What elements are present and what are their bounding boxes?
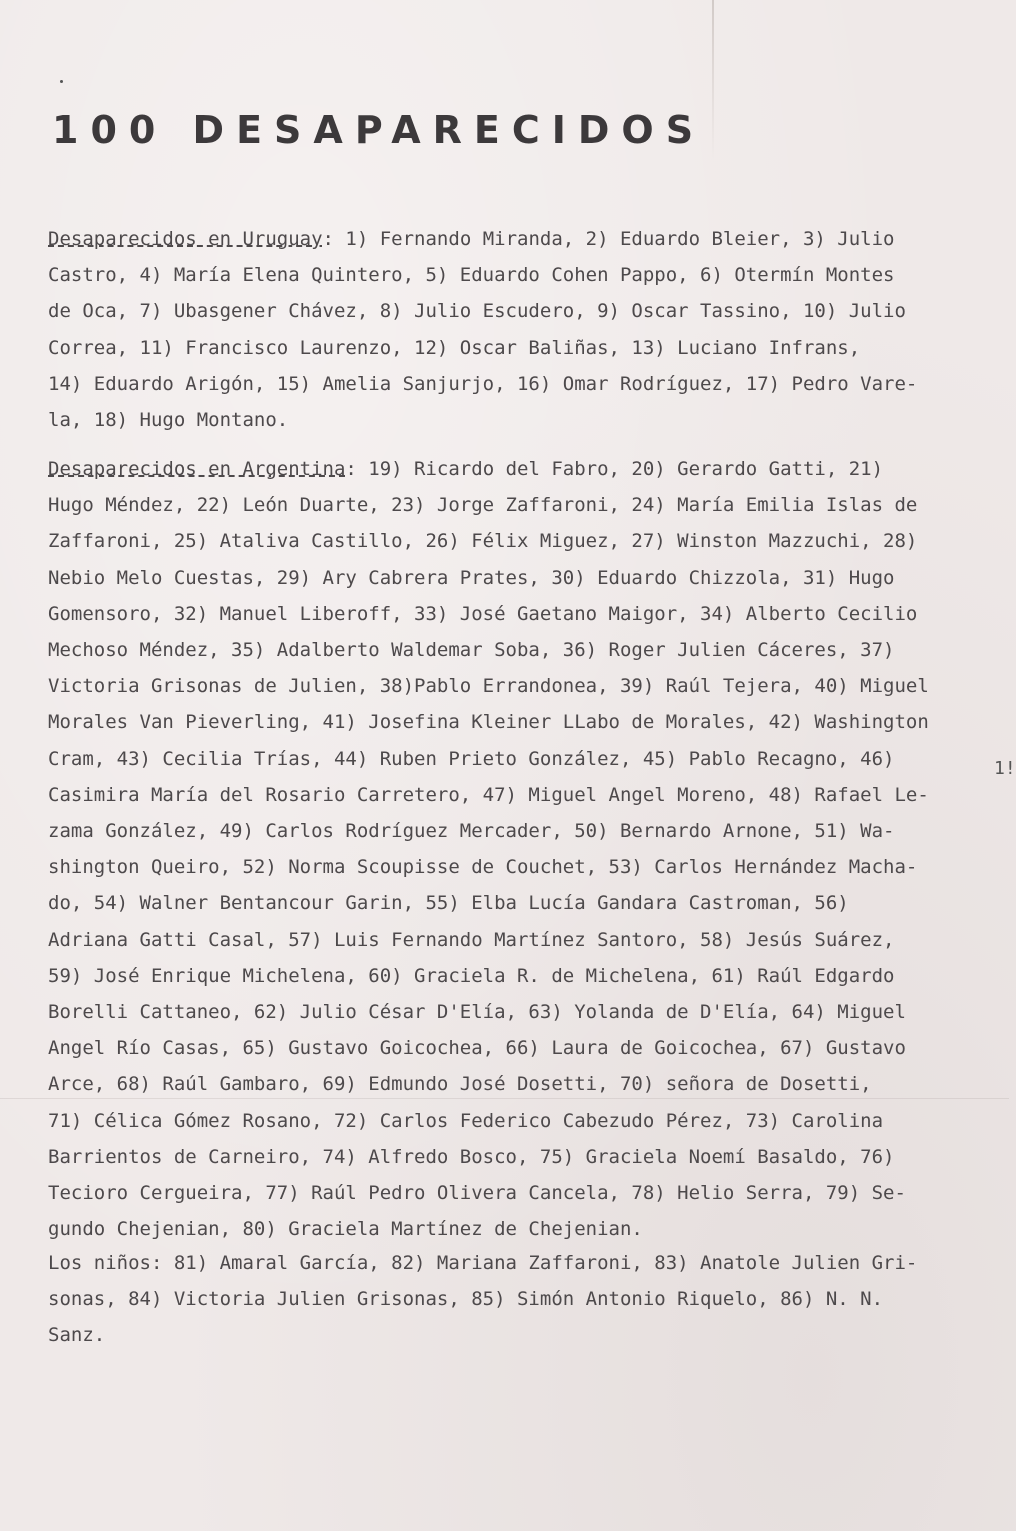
paragraph-line: Borelli Cattaneo, 62) Julio César D'Elía, 63) Yolanda de D'Elía, 64) Miguel	[48, 1001, 906, 1024]
paragraph-line: Hugo Méndez, 22) León Duarte, 23) Jorge Zaffaroni, 24) María Emilia Islas de	[48, 494, 918, 517]
paragraph-line: Arce, 68) Raúl Gambaro, 69) Edmundo José Dosetti, 70) señora de Dosetti,	[48, 1073, 872, 1096]
paragraph-line: 59) José Enrique Michelena, 60) Graciela R. de Michelena, 61) Raúl Edgardo	[48, 964, 895, 987]
paper-fold	[712, 0, 714, 160]
paragraph-line: Sanz.	[48, 1324, 106, 1347]
paragraph-line: Casimira María del Rosario Carretero, 47) Miguel Angel Moreno, 48) Rafael Le-	[48, 783, 929, 806]
paragraph-line: Victoria Grisonas de Julien, 38)Pablo Errandonea, 39) Raúl Tejera, 40) Miguel	[48, 675, 929, 698]
paragraph-line: Angel Río Casas, 65) Gustavo Goicochea, 66) Laura de Goicochea, 67) Gustavo	[48, 1037, 906, 1060]
paragraph-line: Desaparecidos en Argentina: 19) Ricardo del Fabro, 20) Gerardo Gatti, 21)	[48, 458, 884, 480]
ninos-paragraph	[48, 1245, 968, 1354]
ink-dot	[60, 80, 63, 83]
paragraph-line: Morales Van Pieverling, 41) Josefina Kleiner LLabo de Morales, 42) Washington	[48, 711, 929, 734]
paragraph-line: de Oca, 7) Ubasgener Chávez, 8) Julio Escudero, 9) Oscar Tassino, 10) Julio	[48, 300, 906, 323]
paragraph-line: la, 18) Hugo Montano.	[48, 409, 289, 432]
paragraph-line: 14) Eduardo Arigón, 15) Amelia Sanjurjo, 16) Omar Rodríguez, 17) Pedro Vare-	[48, 372, 918, 395]
paragraph-line: Cram, 43) Cecilia Trías, 44) Ruben Prieto González, 45) Pablo Recagno, 46)	[48, 747, 895, 770]
paragraph-line: shington Queiro, 52) Norma Scoupisse de Couchet, 53) Carlos Hernández Macha-	[48, 856, 918, 879]
paragraph-line: Gomensoro, 32) Manuel Liberoff, 33) José Gaetano Maigor, 34) Alberto Cecilio	[48, 602, 918, 625]
paragraph-line: sonas, 84) Victoria Julien Grisonas, 85) Simón Antonio Riquelo, 86) N. N.	[48, 1288, 884, 1311]
page-title: 100 DESAPARECIDOS	[52, 108, 706, 152]
paragraph-line: gundo Chejenian, 80) Graciela Martínez de Chejenian.	[48, 1218, 643, 1241]
paragraph-line: Zaffaroni, 25) Ataliva Castillo, 26) Félix Miguez, 27) Winston Mazzuchi, 28)	[48, 530, 918, 553]
argentina-paragraph	[48, 451, 968, 1247]
paragraph-line: Nebio Melo Cuestas, 29) Ary Cabrera Prates, 30) Eduardo Chizzola, 31) Hugo	[48, 566, 895, 589]
uruguay-paragraph	[48, 221, 968, 438]
paragraph-line: zama González, 49) Carlos Rodríguez Mercader, 50) Bernardo Arnone, 51) Wa-	[48, 820, 895, 843]
section-heading-uruguay: Desaparecidos en Uruguay	[48, 228, 323, 250]
section-heading-argentina: Desaparecidos en Argentina	[48, 458, 346, 480]
paragraph-line: do, 54) Walner Bentancour Garin, 55) Elba Lucía Gandara Castroman, 56)	[48, 892, 849, 915]
paragraph-line: Desaparecidos en Uruguay: 1) Fernando Miranda, 2) Eduardo Bleier, 3) Julio	[48, 228, 895, 250]
paragraph-line: Tecioro Cergueira, 77) Raúl Pedro Olivera Cancela, 78) Helio Serra, 79) Se-	[48, 1182, 906, 1205]
paragraph-line: Castro, 4) María Elena Quintero, 5) Eduardo Cohen Pappo, 6) Otermín Montes	[48, 264, 895, 287]
paragraph-line: Los niños: 81) Amaral García, 82) Mariana Zaffaroni, 83) Anatole Julien Gri-	[48, 1252, 918, 1274]
paragraph-line: Mechoso Méndez, 35) Adalberto Waldemar Soba, 36) Roger Julien Cáceres, 37)	[48, 639, 895, 662]
paragraph-line: Adriana Gatti Casal, 57) Luis Fernando Martínez Santoro, 58) Jesús Suárez,	[48, 928, 895, 951]
paragraph-line: Barrientos de Carneiro, 74) Alfredo Bosco, 75) Graciela Noemí Basaldo, 76)	[48, 1145, 895, 1168]
page-number-fragment: 1!	[994, 758, 1016, 779]
paragraph-line: Correa, 11) Francisco Laurenzo, 12) Oscar Baliñas, 13) Luciano Infrans,	[48, 336, 861, 359]
paragraph-line: 71) Célica Gómez Rosano, 72) Carlos Federico Cabezudo Pérez, 73) Carolina	[48, 1109, 884, 1132]
